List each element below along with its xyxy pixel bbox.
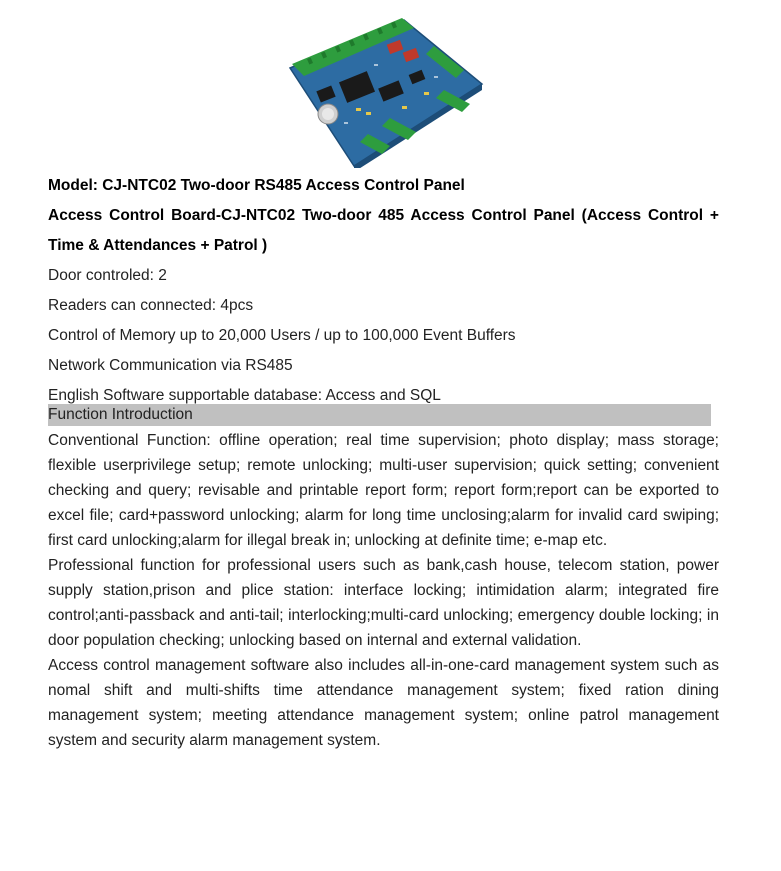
function-introduction-heading: Function Introduction	[48, 404, 711, 426]
spec-readers: Readers can connected: 4pcs	[48, 297, 254, 314]
spec-memory: Control of Memory up to 20,000 Users / up to 100,000 Event Buffers	[48, 327, 516, 344]
professional-function-paragraph: Professional function for professional users such as bank,cash house, telecom station, power supply station,prison and plice station: interface locking; intimidation alarm; integrated fire control;anti-passback and anti-tail; interlocking;multi-card unlocking; emergency double locking; in door population checking; unlocking based on internal and external validation.	[48, 557, 719, 649]
software-paragraph: Access control management software also includes all-in-one-card management system such as nomal shift and multi-shifts time attendance management system; fixed ration dining management system; meeting attendance management system; online patrol management system and security alarm management system.	[48, 657, 719, 749]
product-subtitle: Access Control Board-CJ-NTC02 Two-door 485 Access Control Panel (Access Control + Time & Attendances + Patrol )	[48, 207, 719, 254]
model-title: Model: CJ-NTC02 Two-door RS485 Access Control Panel	[48, 177, 465, 194]
spec-software: English Software supportable database: Access and SQL	[48, 387, 441, 404]
circuit-board-photo	[284, 18, 486, 168]
conventional-function-paragraph: Conventional Function: offline operation; real time supervision; photo display; mass storage; flexible userprivilege setup; remote unlocking; multi-user supervision; quick setting; convenient checking and query; revisable and printable report form; report form;report can be exported to excel file; card+password unlocking; alarm for long time unclosing;alarm for invalid card swiping; first card unlocking;alarm for illegal break in; unlocking at definite time; e-map etc.	[48, 432, 719, 549]
spec-network: Network Communication via RS485	[48, 357, 293, 374]
product-description	[48, 174, 719, 753]
spec-doors: Door controled: 2	[48, 267, 167, 284]
